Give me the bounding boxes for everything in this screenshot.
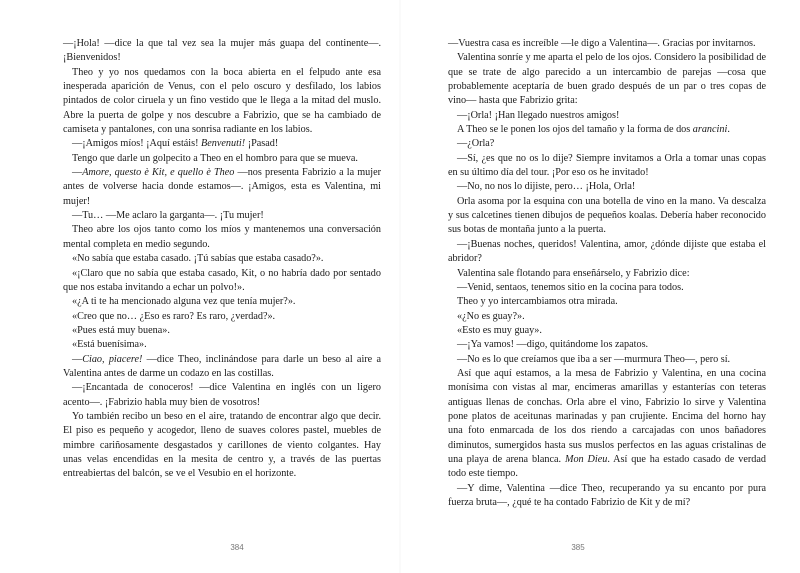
paragraph-text: —¡Hola! —dice la que tal vez sea la mujer más guapa del continente—. ¡Bienvenidos! xyxy=(63,38,381,64)
left-page-number: 384 xyxy=(230,543,244,552)
paragraph-text: — xyxy=(72,353,83,365)
paragraph xyxy=(448,195,766,238)
paragraph xyxy=(63,353,381,382)
paragraph xyxy=(448,109,766,123)
paragraph-text: Theo abre los ojos tanto como los míos y mantenemos una conversación mental completa en medio segundo. xyxy=(63,224,381,250)
paragraph xyxy=(448,152,766,181)
right-page-text xyxy=(448,37,766,537)
paragraph xyxy=(448,180,766,194)
paragraph xyxy=(63,66,381,138)
paragraph xyxy=(448,37,766,51)
paragraph xyxy=(63,223,381,252)
paragraph-text: «No sabía que estaba casado. ¡Tú sabías que estaba casado?». xyxy=(72,253,324,265)
paragraph xyxy=(448,482,766,511)
paragraph xyxy=(448,51,766,108)
paragraph-text: Tengo que darle un golpecito a Theo en el hombro para que se mueva. xyxy=(72,152,358,164)
paragraph-text: Así que aquí estamos, a la mesa de Fabrizio y Valentina, en una cocina monísima con vistas al mar, encimeras amarillas y estanterías con teteras antiguas llenas de conchas. Orla abre el vino, Fabrizio lo sirve y Valentina pone platos de aceitunas marinadas y pan crujiente. Encima del horno hay una foto enmarcada de los dos riendo a carcajadas con unos bañadores diminutos, sumergidos hasta sus muslos perfectos en las aguas cristalinas de una playa de arena blanca. xyxy=(448,367,766,465)
paragraph-text: — xyxy=(72,167,83,179)
paragraph-text: —¡Ya vamos! —digo, quitándome los zapatos. xyxy=(457,339,649,351)
paragraph-text: A Theo se le ponen los ojos del tamaño y la forma de dos xyxy=(457,124,693,136)
paragraph xyxy=(448,137,766,151)
paragraph xyxy=(448,367,766,482)
paragraph-text: Theo y yo intercambiamos otra mirada. xyxy=(457,296,618,308)
paragraph-text: —No, no nos lo dijiste, pero… ¡Hola, Orla! xyxy=(457,181,636,193)
paragraph-text: —¡Buenas noches, queridos! Valentina, amor, ¿dónde dijiste que estaba el abridor? xyxy=(448,238,766,265)
italic-text: Benvenuti! xyxy=(201,138,246,150)
paragraph-text: «¡Claro que no sabía que estaba casado, Kit, o no habría dado por sentado que nos estaba invitando a echar un polvo!». xyxy=(63,267,381,293)
paragraph xyxy=(63,252,381,266)
paragraph-text: . Así que ha estado casado de verdad todo este tiempo. xyxy=(448,453,766,480)
paragraph-text: —¡Encantada de conoceros! —dice Valentina en inglés con un ligero acento—. ¡Fabrizio habla muy bien de vosotros! xyxy=(63,382,381,408)
italic-text: Mon Dieu xyxy=(564,453,608,465)
paragraph xyxy=(63,37,381,66)
paragraph-text: «Pues está muy buena». xyxy=(72,324,170,336)
paragraph xyxy=(63,137,381,151)
paragraph-text: —No es lo que creíamos que iba a ser —murmura Theo—, pero sí. xyxy=(457,353,731,365)
paragraph-text: Valentina sale flotando para enseñárselo, y Fabrizio dice: xyxy=(457,267,690,279)
paragraph-text: Valentina sonríe y me aparta el pelo de los ojos. Considero la posibilidad de que se trate de algo parecido a un intercambio de parejas —cosa que probablemente aceptaría de buen grado después de un par o tres copas de vino— hasta que Fabrizio grita: xyxy=(448,52,766,107)
paragraph xyxy=(63,338,381,352)
paragraph-text: Theo y yo nos quedamos con la boca abierta en el felpudo ante esa inesperada aparición de Venus, con el pelo oscuro y desfilado, los labios pintados de color ciruela y un fino vestido que le llega a la mitad del muslo. Abre la puerta de golpe y nos descubre a Fabrizio, que se ha cambiado de camiseta y pantalones, con una sonrisa radiante en los labios. xyxy=(63,66,381,136)
book-gutter xyxy=(399,0,401,573)
paragraph-text: —Sí, ¿es que no os lo dije? Siempre invitamos a Orla a tomar unas copas en su último día del tour. ¡Por eso os he invitado! xyxy=(448,152,766,179)
paragraph-text: «¿A ti te ha mencionado alguna vez que tenía mujer?». xyxy=(72,296,296,308)
paragraph xyxy=(63,324,381,338)
paragraph xyxy=(448,281,766,295)
paragraph xyxy=(448,338,766,352)
paragraph-text: «Creo que no… ¿Eso es raro? Es raro, ¿verdad?». xyxy=(72,310,276,322)
paragraph xyxy=(63,267,381,296)
paragraph-text: —dice Theo, inclinándose para darle un beso al aire a Valentina antes de darme un codazo en las costillas. xyxy=(63,353,381,379)
paragraph xyxy=(448,324,766,338)
paragraph-text: «Está buenísima». xyxy=(72,339,147,351)
paragraph xyxy=(448,310,766,324)
paragraph xyxy=(63,295,381,309)
paragraph xyxy=(63,381,381,410)
paragraph-text: . xyxy=(727,124,730,136)
paragraph-text: —Vuestra casa es increíble —le digo a Valentina—. Gracias por invitarnos. xyxy=(448,38,756,49)
paragraph xyxy=(63,209,381,223)
paragraph xyxy=(448,238,766,267)
paragraph-text: —Tu… —Me aclaro la garganta—. ¡Tu mujer! xyxy=(72,210,264,222)
paragraph xyxy=(63,310,381,324)
italic-text: Amore, questo è Kit, e quello è Theo xyxy=(82,167,235,179)
paragraph xyxy=(448,353,766,367)
left-page-text xyxy=(63,37,381,537)
paragraph xyxy=(63,166,381,209)
paragraph-text: Yo también recibo un beso en el aire, tratando de encontrar algo que decir. El piso es pequeño y acogedor, lleno de suaves colores pastel, muebles de mimbre cariñosamente desgastados y carillones de viento colgantes. Hay unas velas encendidas en la mesita de centro y, a través de las puertas entreabiertas del balcón, se ve el Vesubio en el horizonte. xyxy=(63,410,381,480)
right-page-number: 385 xyxy=(571,543,585,552)
paragraph-text: —¡Orla! ¡Han llegado nuestros amigos! xyxy=(457,109,620,121)
paragraph-text: «Esto es muy guay». xyxy=(457,324,542,336)
paragraph-text: ¡Pasad! xyxy=(245,138,279,150)
italic-text: Ciao, piacere! xyxy=(82,353,143,365)
paragraph-text: «¿No es guay?». xyxy=(457,310,525,322)
paragraph-text: —Venid, sentaos, tenemos sitio en la cocina para todos. xyxy=(457,281,684,293)
italic-text: arancini xyxy=(692,124,728,136)
paragraph-text: —Y dime, Valentina —dice Theo, recuperando ya su encanto por pura fuerza bruta—, ¿qué te ha contado Fabrizio de Kit y de mí? xyxy=(448,482,766,508)
paragraph xyxy=(448,295,766,309)
paragraph-text: —nos presenta Fabrizio a la mujer antes de volverse hacia donde estamos—. ¡Amigos, esta es Valentina, mi mujer! xyxy=(63,167,381,207)
paragraph-text: —¡Amigos míos! ¡Aquí estáis! xyxy=(72,138,202,150)
paragraph xyxy=(448,267,766,281)
paragraph xyxy=(63,152,381,166)
paragraph xyxy=(448,123,766,137)
paragraph-text: Orla asoma por la esquina con una botella de vino en la mano. Va descalza y sus calcetines tienen dibujos de pequeños koalas. Debería haber reconocido sus botas de montaña junto a la puerta. xyxy=(448,195,766,236)
paragraph-text: —¿Orla? xyxy=(457,138,495,150)
paragraph xyxy=(63,410,381,482)
